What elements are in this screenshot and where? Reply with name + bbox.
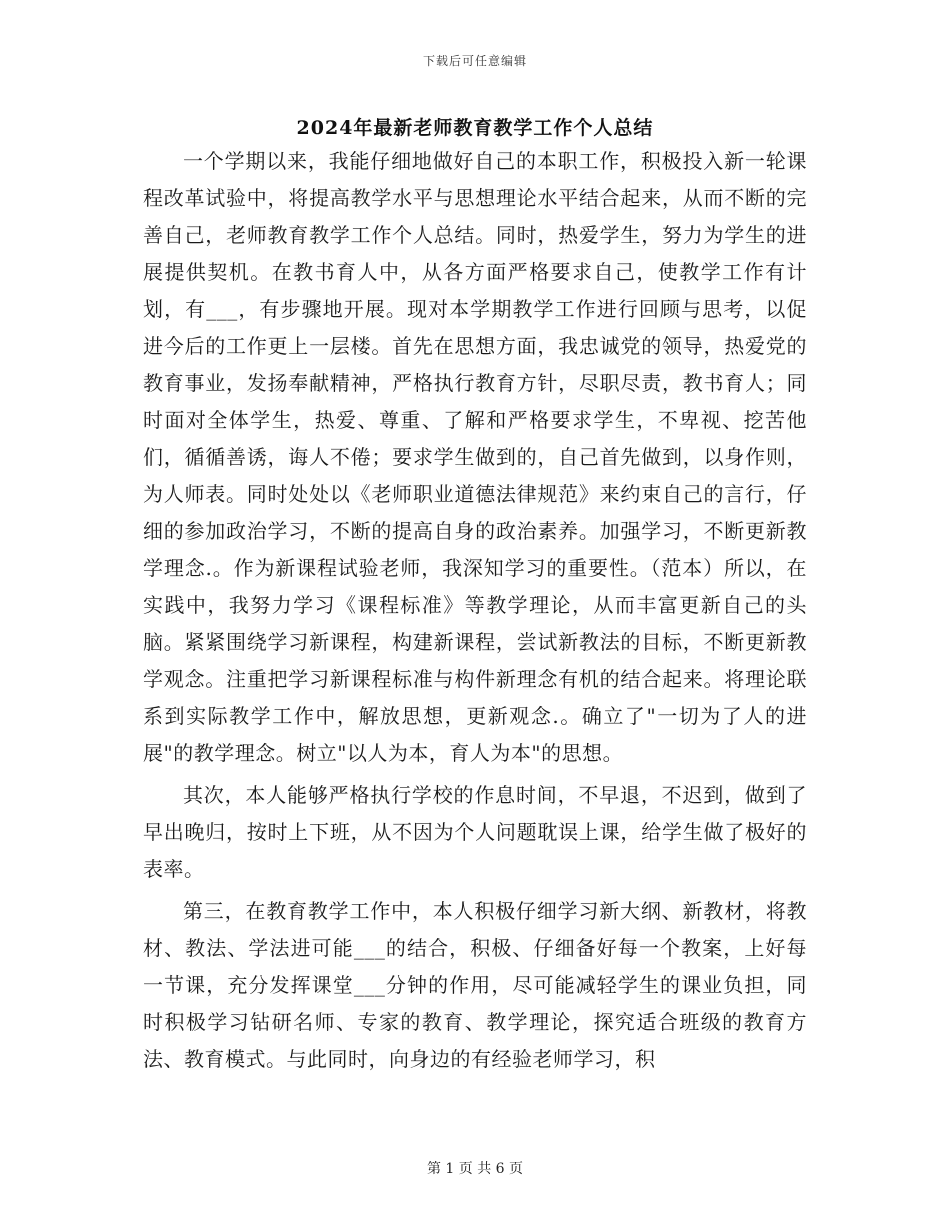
body-paragraph-1: 一个学期以来，我能仔细地做好自己的本职工作，积极投入新一轮课程改革试验中，将提高教学水平与思想理论水平结合起来，从而不断的完善自己，老师教育教学工作个人总结。同时，热爱学生，努力为学生的进展提供契机。在教书育人中，从各方面严格要求自己，使教学工作有计划，有___，有步骤地开展。现对本学期教学工作进行回顾与思考，以促进今后的工作更上一层楼。首先在思想方面，我忠诚党的领导，热爱党的教育事业，发扬奉献精神，严格执行教育方针，尽职尽责，教书育人；同时面对全体学生，热爱、尊重、了解和严格要求学生，不卑视、挖苦他们，循循善诱，诲人不倦；要求学生做到的，自己首先做到，以身作则，为人师表。同时处处以《老师职业道德法律规范》来约束自己的言行，仔细的参加政治学习，不断的提高自身的政治素养。加强学习，不断更新教学理念.。作为新课程试验老师，我深知学习的重要性。（范本）所以，在实践中，我努力学习《课程标准》等教学理论，从而丰富更新自己的头脑。紧紧围绕学习新课程，构建新课程，尝试新教法的目标，不断更新教学观念。注重把学习新课程标准与构件新理念有机的结合起来。将理论联系到实际教学工作中，解放思想，更新观念.。确立了"一切为了人的进展"的教学理念。树立"以人为本，育人为本"的思想。 — [143, 149, 807, 765]
body-paragraph-3: 第三，在教育教学工作中，本人积极仔细学习新大纲、新教材，将教材、教法、学法进可能___的结合，积极、仔细备好每一个教案，上好每一节课，充分发挥课堂___分钟的作用，尽可能减轻学生的课业负担，同时积极学习钻研名师、专家的教育、教学理论，探究适合班级的教育方法、教育模式。与此同时，向身边的有经验老师学习，积 — [143, 899, 807, 1071]
document-title: 2024年最新老师教育教学工作个人总结 — [296, 117, 654, 139]
page-header-note: 下载后可任意编辑 — [422, 54, 527, 68]
page-number-footer: 第 1 页 共 6 页 — [426, 1161, 524, 1177]
document-body — [143, 143, 807, 1078]
body-paragraph-2: 其次，本人能够严格执行学校的作息时间，不早退，不迟到，做到了早出晚归，按时上下班，从不因为个人问题耽误上课，给学生做了极好的表率。 — [143, 783, 807, 881]
